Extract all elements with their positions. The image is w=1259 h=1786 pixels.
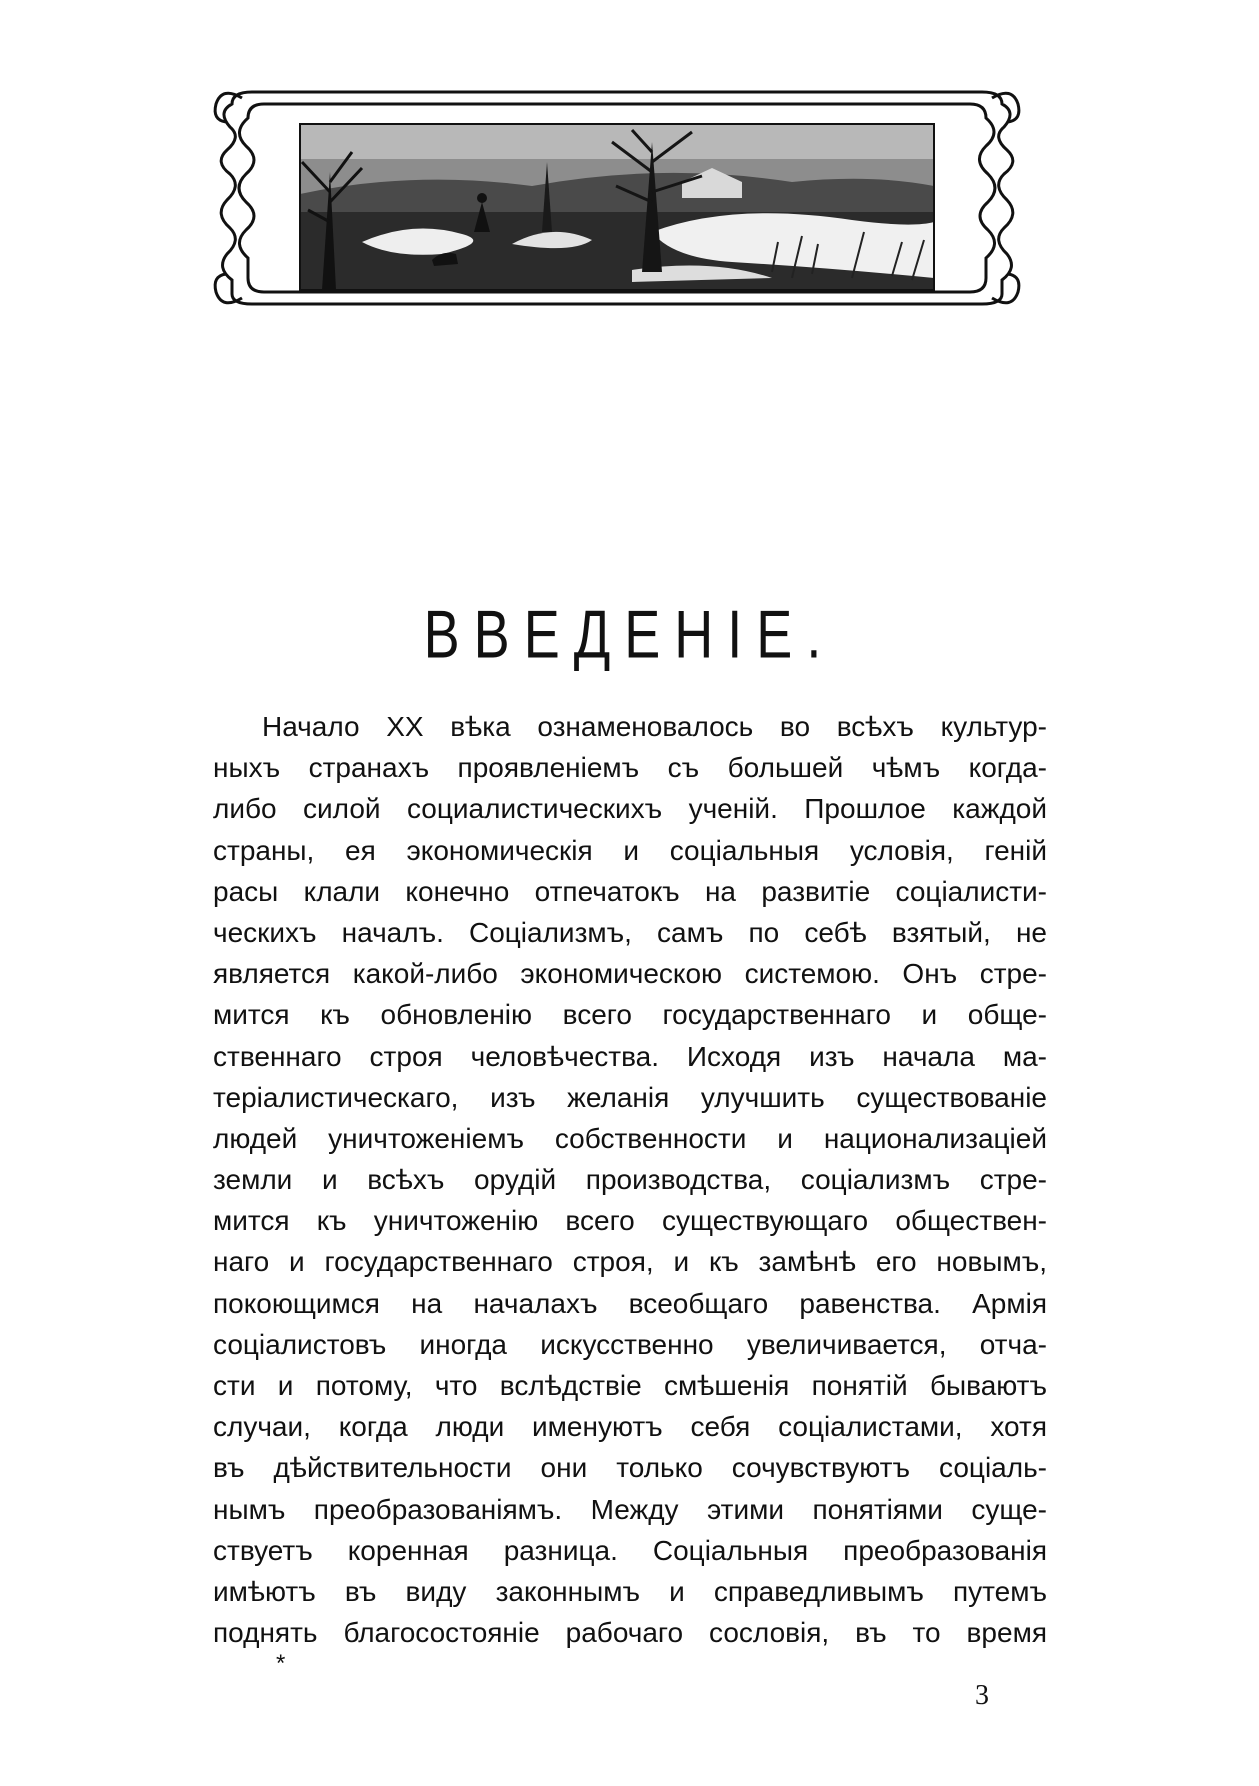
text-line: расы клали конечно отпечатокъ на развитіе соціалисти- <box>213 875 1047 907</box>
text-line: теріалистическаго, изъ желанія улучшить существованіе <box>213 1081 1047 1113</box>
text-line: либо силой социалистическихъ ученій. Прошлое каждой <box>213 793 1047 825</box>
text-line: ческихъ началъ. Соціализмъ, самъ по себѣ взятый, не <box>213 916 1047 948</box>
header-vignette <box>212 82 1022 314</box>
text-line: нымъ преобразованіямъ. Между этими понятіями суще- <box>213 1493 1047 1525</box>
text-line: людей уничтоженіемъ собственности и национализаціей <box>213 1122 1047 1154</box>
text-line: ныхъ странахъ проявленіемъ съ большей чѣмъ когда- <box>213 752 1047 784</box>
text-line: мится къ обновленію всего государственнаго и обще- <box>213 999 1047 1031</box>
text-line: въ дѣйствительности они только сочувствуютъ соціаль- <box>213 1452 1047 1484</box>
text-line: земли и всѣхъ орудій производства, соціализмъ стре- <box>213 1164 1047 1196</box>
signature-mark: * <box>276 1650 286 1677</box>
text-line: покоющимся на началахъ всеобщаго равенства. Армія <box>213 1287 1047 1319</box>
text-line: наго и государственнаго строя, и къ замѣнѣ его новымъ, <box>213 1246 1047 1278</box>
text-line: является какой-либо экономическою системою. Онъ стре- <box>213 958 1047 990</box>
text-line: страны, ея экономическія и соціальныя условія, геній <box>213 834 1047 866</box>
main-text <box>213 706 1047 1653</box>
text-line: поднять благосостояніе рабочаго сословія, въ то время <box>213 1617 1047 1649</box>
chapter-title: ВВЕДЕНІЕ. <box>423 597 836 673</box>
ornamental-frame-illustration <box>212 82 1022 314</box>
text-line: Начало XX вѣка ознаменовалось во всѣхъ культур- <box>262 711 1047 742</box>
text-line: случаи, когда люди именуютъ себя соціалистами, хотя <box>213 1411 1047 1443</box>
text-line: сти и потому, что вслѣдствіе смѣшенія понятій бываютъ <box>213 1370 1047 1401</box>
page-number: 3 <box>975 1680 989 1711</box>
text-line: мится къ уничтоженію всего существующаго обществен- <box>213 1205 1047 1237</box>
winter-landscape-picture <box>300 124 934 290</box>
text-line: имѣютъ въ виду законнымъ и справедливымъ путемъ <box>213 1575 1047 1607</box>
text-line: соціалистовъ иногда искусственно увеличивается, отча- <box>213 1328 1047 1360</box>
text-line: ственнаго строя человѣчества. Исходя изъ начала ма- <box>213 1040 1047 1072</box>
text-line: ствуетъ коренная разница. Соціальныя преобразованія <box>213 1534 1047 1566</box>
